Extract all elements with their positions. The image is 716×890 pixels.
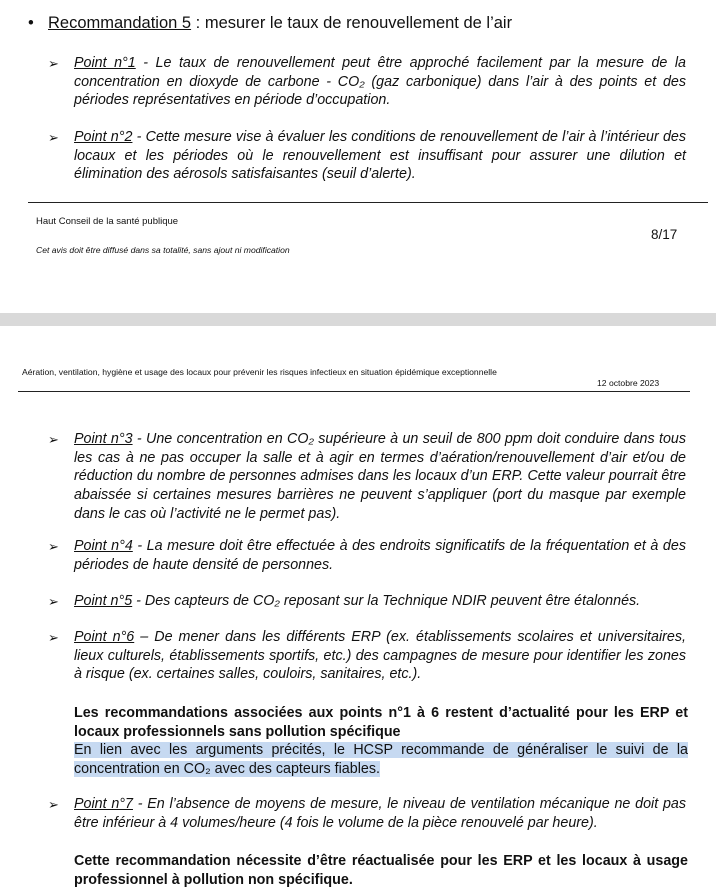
- point-label: Point n°6: [74, 629, 135, 645]
- point-label: Point n°4: [74, 538, 133, 554]
- arrow-icon: ➢: [48, 630, 59, 645]
- point-label: Point n°5: [74, 593, 133, 609]
- page-number: 8/17: [651, 227, 678, 242]
- note-text: Les recommandations associées aux points n°1 à 6 restent d’actualité pour les ERP et locaux professionnels sans pollution spécifique: [74, 705, 688, 740]
- point-text: - Cette mesure vise à évaluer les conditions de renouvellement de l’air à l’intérieur des locaux et les périodes où le renouvellement est insuffisant pour assurer une dilution et élimination des aérosols satisfaisantes (seuil d’alerte).: [74, 129, 686, 183]
- footer-org: Haut Conseil de la santé publique: [36, 216, 179, 227]
- footer-divider: [28, 202, 708, 203]
- header-divider: [18, 391, 690, 392]
- point-label: Point n°2: [74, 129, 133, 145]
- header-title: Aération, ventilation, hygiène et usage des locaux pour prévenir les risques infectieux en situation épidémique exceptionnelle: [22, 367, 497, 377]
- point-label: Point n°7: [74, 796, 133, 812]
- recommendation-label: Recommandation 5: [48, 14, 192, 32]
- arrow-icon: ➢: [48, 539, 59, 554]
- point-text: – De mener dans les différents ERP (ex. établissements scolaires et universitaires, lieux culturels, établissements sportifs, etc.) des campagnes de mesure pour identifier les zones à risque (ex. certaines salles, couloirs, sanitaires, etc.).: [74, 629, 686, 683]
- footer-notice: Cet avis doit être diffusé dans sa totalité, sans ajout ni modification: [36, 245, 290, 255]
- arrow-icon: ➢: [48, 130, 59, 145]
- page-separator: [0, 313, 716, 326]
- arrow-icon: ➢: [48, 432, 59, 447]
- point-text: - Des capteurs de CO₂ reposant sur la Technique NDIR peuvent être étalonnés.: [132, 593, 641, 609]
- bullet: •: [28, 14, 34, 32]
- recommendation-text: : mesurer le taux de renouvellement de l’air: [191, 14, 513, 32]
- highlighted-text: En lien avec les arguments précités, le HCSP recommande de généraliser le suivi de la concentration en CO₂ avec des capteurs fiables.: [74, 742, 688, 778]
- point-text: - Le taux de renouvellement peut être approché facilement par la mesure de la concentration en dioxyde de carbone - CO₂ (gaz carbonique) dans l’air à des points et des périodes représentatives en période d’occupation.: [74, 55, 687, 109]
- recommendation-note: [74, 704, 688, 779]
- arrow-icon: ➢: [48, 56, 59, 71]
- arrow-icon: ➢: [48, 594, 59, 609]
- point-text: - La mesure doit être effectuée à des endroits significatifs de la fréquentation et à des périodes de haute densité de personnes.: [74, 538, 686, 573]
- update-note: Cette recommandation nécessite d’être réactualisée pour les ERP et les locaux à usage professionnel à pollution non spécifique.: [74, 853, 688, 888]
- point-text: - Une concentration en CO₂ supérieure à un seuil de 800 ppm doit conduire dans tous les cas à ne pas occuper la salle et à agir en termes d’aération/renouvellement d’air et/ou de réduction du nombre de personnes admises dans les locaux d’un ERP. Cette valeur pourrait être abaissée si certaines mesures barrières ne peuvent s’appliquer (port du masque par exemple dans le cas où l’activité ne le permet pas).: [74, 431, 686, 522]
- arrow-icon: ➢: [48, 797, 59, 812]
- point-label: Point n°1: [74, 55, 136, 71]
- point-text: - En l’absence de moyens de mesure, le niveau de ventilation mécanique ne doit pas être inférieur à 4 volumes/heure (4 fois le volume de la pièce renouvelé par heure).: [74, 796, 686, 831]
- point-label: Point n°3: [74, 431, 133, 447]
- header-date: 12 octobre 2023: [597, 378, 660, 388]
